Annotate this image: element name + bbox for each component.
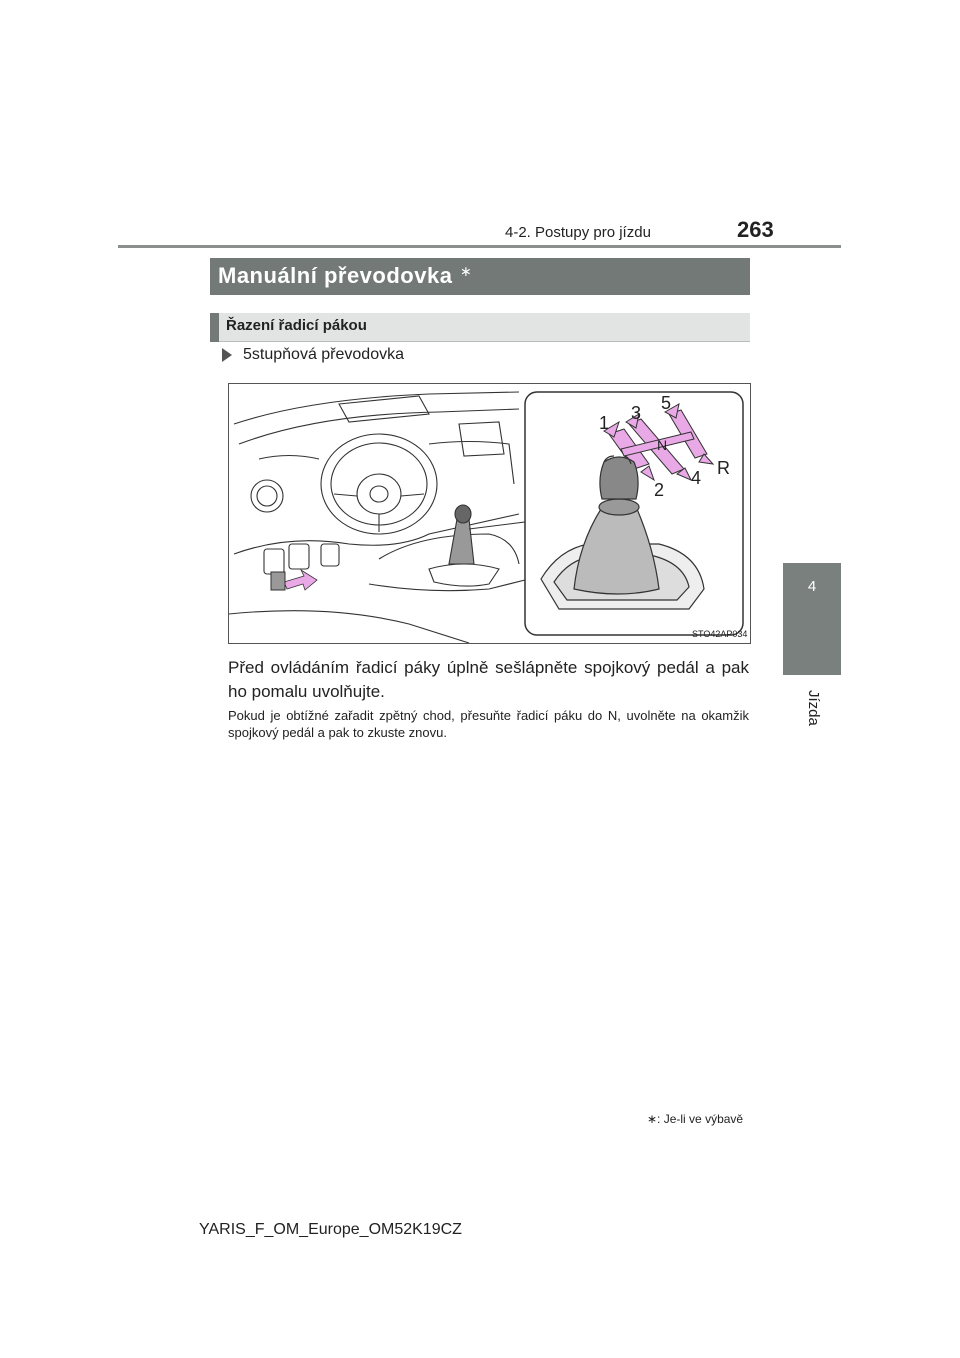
clutch-pedal xyxy=(271,572,285,590)
chapter-tab-number: 4 xyxy=(807,578,817,595)
running-header-section: 4-2. Postupy pro jízdu xyxy=(505,224,651,241)
subheading-accent xyxy=(210,313,219,342)
gear-label-5: 5 xyxy=(661,393,672,413)
section-title: Manuální převodovka xyxy=(218,263,453,288)
optional-equipment-mark: ∗ xyxy=(460,263,472,279)
gearshift-illustration xyxy=(228,383,751,644)
subheading: Řazení řadicí pákou xyxy=(226,317,367,334)
document-id: YARIS_F_OM_Europe_OM52K19CZ xyxy=(199,1221,462,1238)
chapter-tab-label-text: Jízda xyxy=(805,690,822,726)
triangle-bullet-icon xyxy=(222,348,232,362)
gear-label-n: N xyxy=(657,437,668,453)
dashboard-drawing xyxy=(229,392,529,643)
chapter-tab-label xyxy=(798,690,828,750)
note-paragraph: Pokud je obtížné zařadit zpětný chod, přesuňte řadicí páku do N, uvolněte na okamžik spojkový pedál a pak to zkuste znovu. xyxy=(228,708,749,740)
header-rule xyxy=(118,245,841,248)
bullet-text: 5stupňová převodovka xyxy=(243,346,404,363)
clutch-arrow xyxy=(284,570,317,590)
gearshift-illustration-svg xyxy=(229,384,750,643)
gear-label-2: 2 xyxy=(654,480,665,500)
gear-label-4: 4 xyxy=(691,468,702,488)
figure-code: STO42AP034 xyxy=(692,629,748,639)
gear-label-1: 1 xyxy=(599,413,610,433)
gear-label-3: 3 xyxy=(631,403,642,423)
gear-label-r: R xyxy=(717,458,730,478)
footnote: ∗: Je-li ve výbavě xyxy=(647,1112,744,1126)
page-number: 263 xyxy=(737,217,774,242)
body-paragraph: Před ovládáním řadicí páky úplně sešlápněte spojkový pedál a pak ho pomalu uvolňujte. xyxy=(228,658,749,701)
